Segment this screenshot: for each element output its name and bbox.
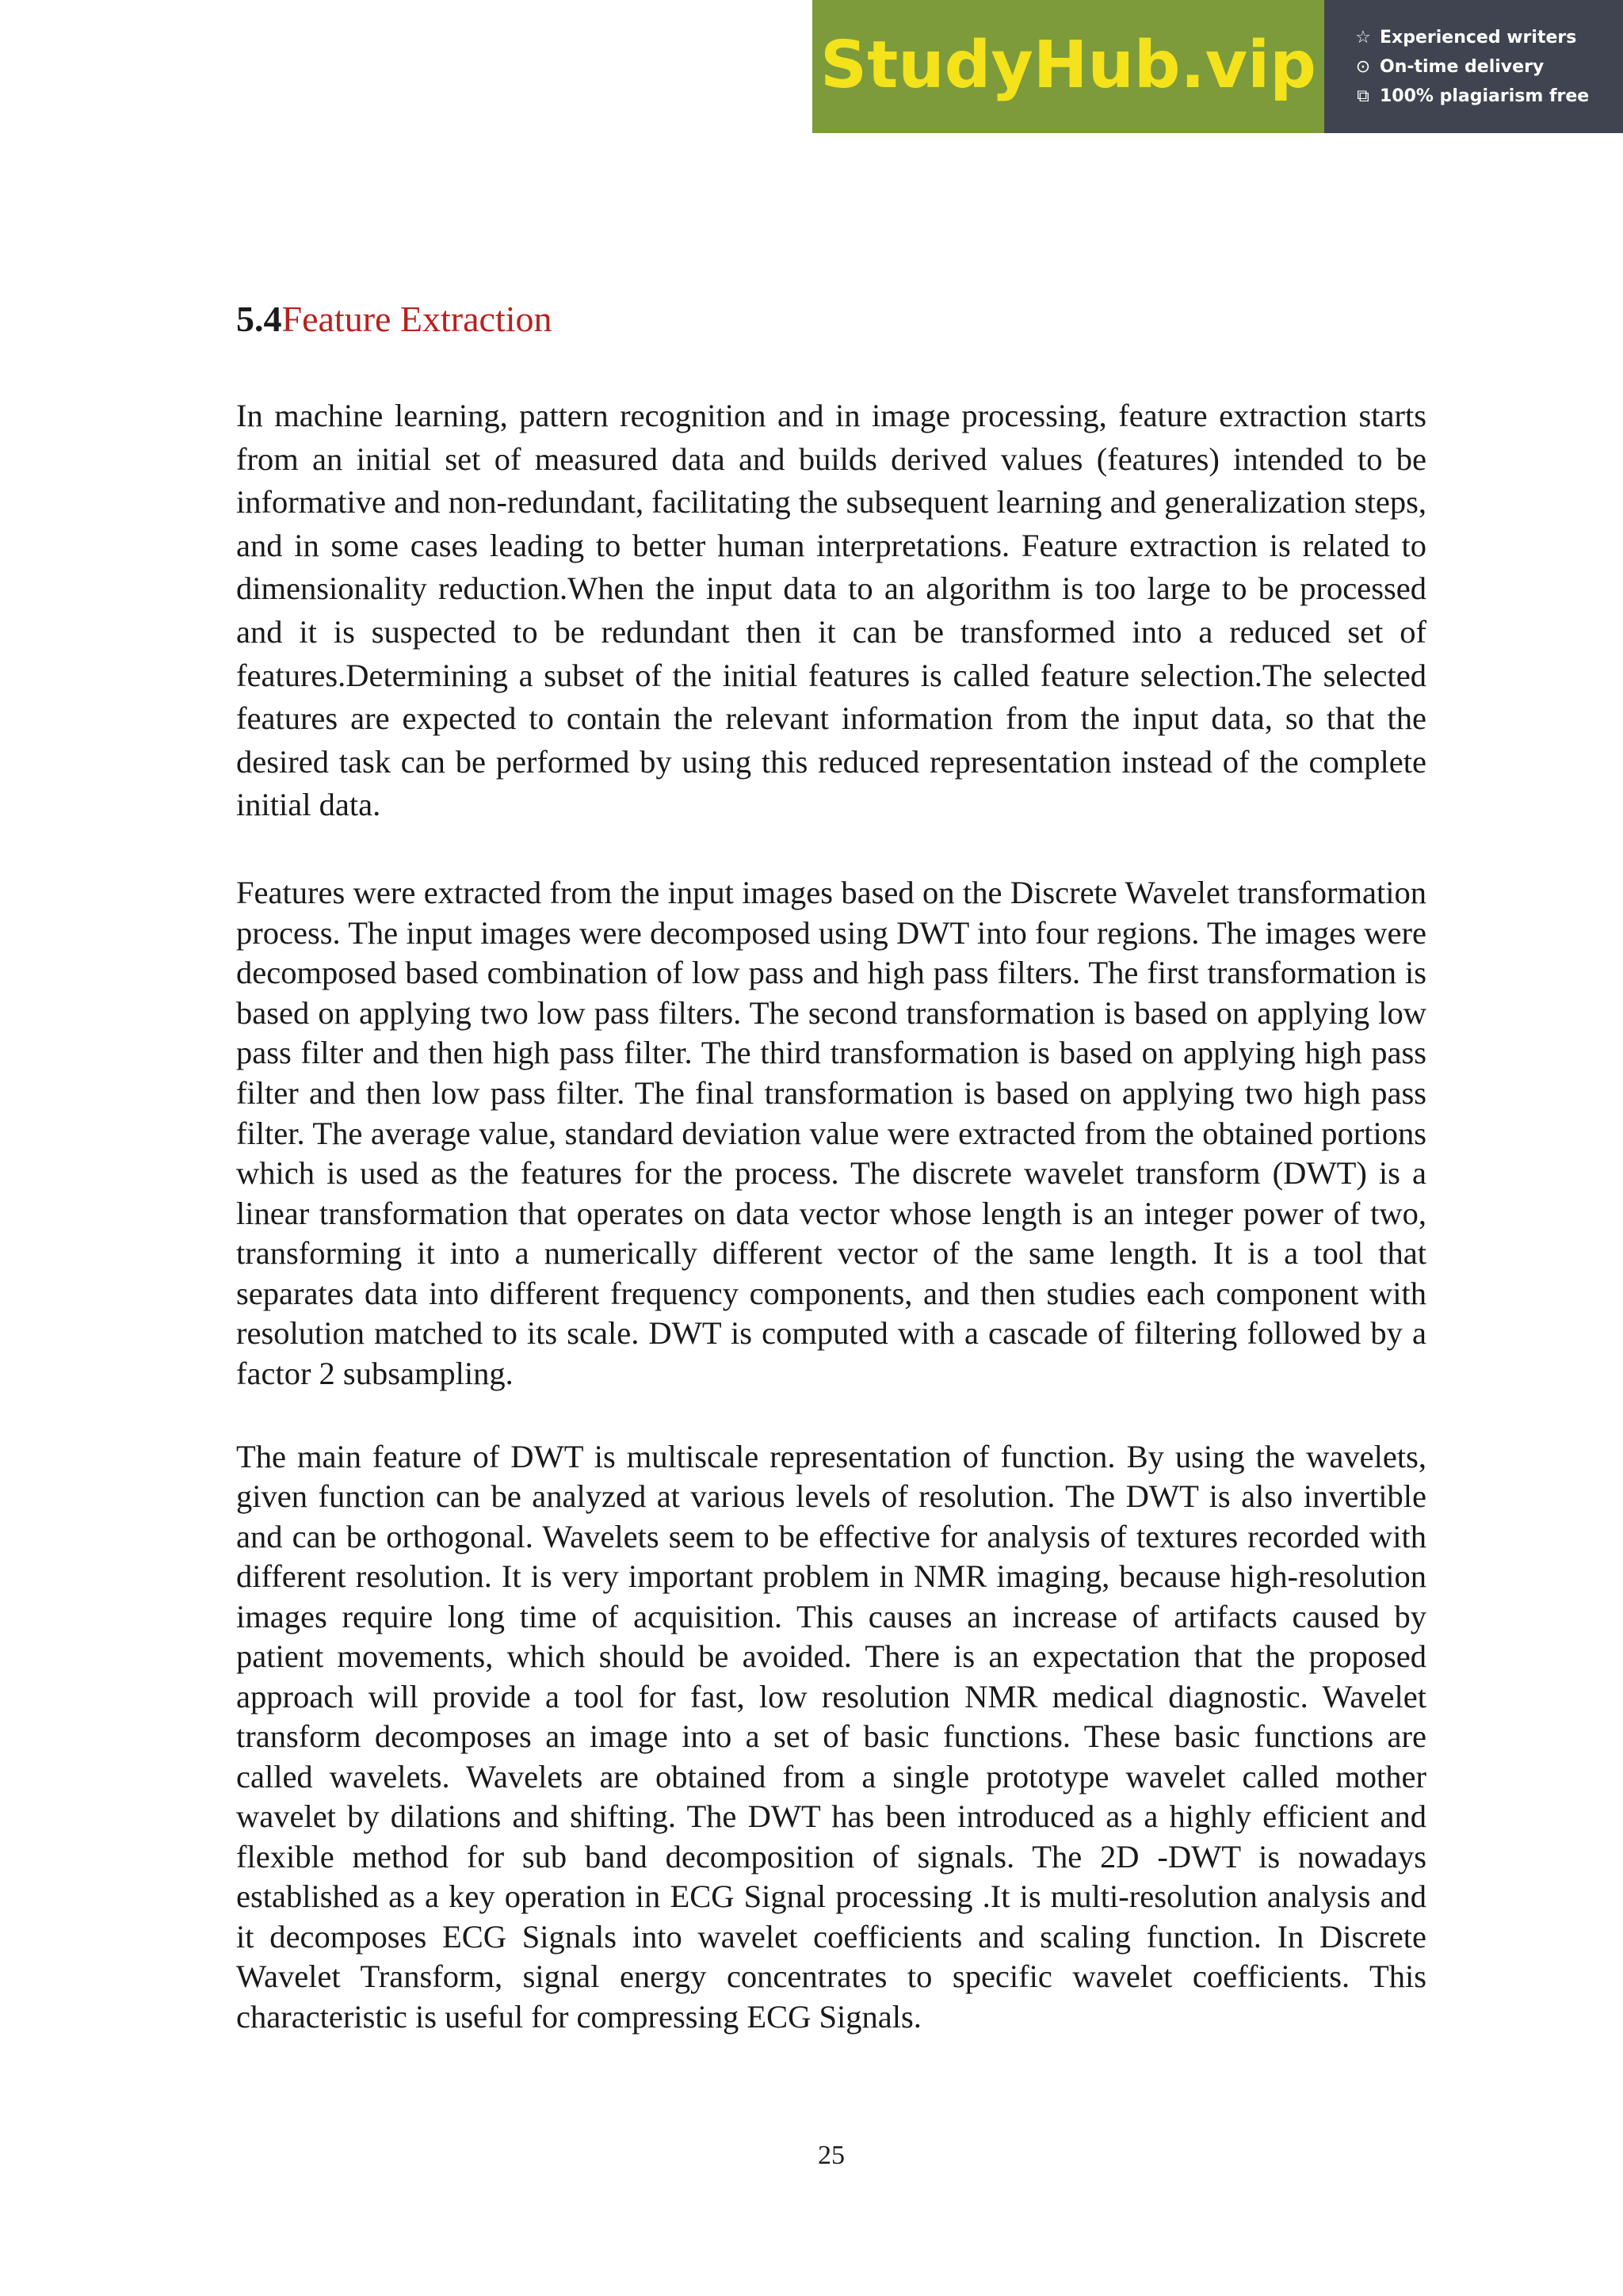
section-title: Feature Extraction <box>281 299 552 339</box>
paragraph-dwt-multiscale: The main feature of DWT is multiscale representation of function. By using the wavelets, given function can be analyzed at various levels of resolution. The DWT is also invertible and can be orthogonal. Wavelets seem to be effective for analysis of textures recorded with different resolution. It is very important problem in NMR imaging, because high-resolution images require long time of acquisition. This causes an increase of artifacts caused by patient movements, which should be avoided. There is an expectation that the proposed approach will provide a tool for fast, low resolution NMR medical diagnostic. Wavelet transform decomposes an image into a set of basic functions. These basic functions are called wavelets. Wavelets are obtained from a single prototype wavelet called mother wavelet by dilations and shifting. The DWT has been introduced as a highly efficient and flexible method for sub band decomposition of signals. The 2D -DWT is nowadays established as a key operation in ECG Signal processing .It is multi-resolution analysis and it decomposes ECG Signals into wavelet coefficients and scaling function. In Discrete Wavelet Transform, signal energy concentrates to specific wavelet coefficients. This characteristic is useful for compressing ECG Signals. <box>236 1438 1426 2035</box>
studyhub-logo-text: StudyHub.vip <box>820 27 1316 103</box>
star-icon: ☆ <box>1355 27 1371 48</box>
studyhub-banner[interactable] <box>812 0 1623 133</box>
section-number: 5.4 <box>236 299 282 339</box>
feature-experienced-writers <box>1353 28 1623 48</box>
banner-feature-list <box>1324 0 1623 133</box>
paragraph-dwt-process: Features were extracted from the input images based on the Discrete Wavelet transformation process. The input images were decomposed using DWT into four regions. The images were decomposed based combination of low pass and high pass filters. The first transformation is based on applying two low pass filters. The second transformation is based on applying low pass filter and then high pass filter. The third transformation is based on applying high pass filter and then low pass filter. The final transformation is based on applying two high pass filter. The average value, standard deviation value were extracted from the obtained portions which is used as the features for the process. The discrete wavelet transform (DWT) is a linear transformation that operates on data vector whose length is an integer power of two, transforming it into a numerically different vector of the same length. It is a tool that separates data into different frequency components, and then studies each component with resolution matched to its scale. DWT is computed with a cascade of filtering followed by a factor 2 subsampling. <box>236 874 1426 1392</box>
feature-text: Experienced writers <box>1380 27 1577 48</box>
feature-text: 100% plagiarism free <box>1380 86 1590 106</box>
studyhub-logo[interactable] <box>812 0 1324 133</box>
copy-icon: ⧉ <box>1357 86 1369 106</box>
clock-icon: ⊙ <box>1355 56 1371 77</box>
section-heading <box>236 301 1426 338</box>
page-number: 25 <box>818 2141 845 2170</box>
document-content <box>236 301 1426 2037</box>
paragraph-feature-extraction-intro: In machine learning, pattern recognition and in image processing, feature extraction starts from an initial set of measured data and builds derived values (features) intended to be informative and non-redundant, facilitating the subsequent learning and generalization steps, and in some cases leading to better human interpretations. Feature extraction is related to dimensionality reduction.When the input data to an algorithm is too large to be processed and it is suspected to be redundant then it can be transformed into a reduced set of features.Determining a subset of the initial features is called feature selection.The selected features are expected to contain the relevant information from the input data, so that the desired task can be performed by using this reduced representation instead of the complete initial data. <box>236 398 1426 823</box>
feature-text: On-time delivery <box>1380 56 1545 77</box>
feature-plagiarism-free <box>1353 86 1623 106</box>
feature-on-time-delivery <box>1353 57 1623 77</box>
